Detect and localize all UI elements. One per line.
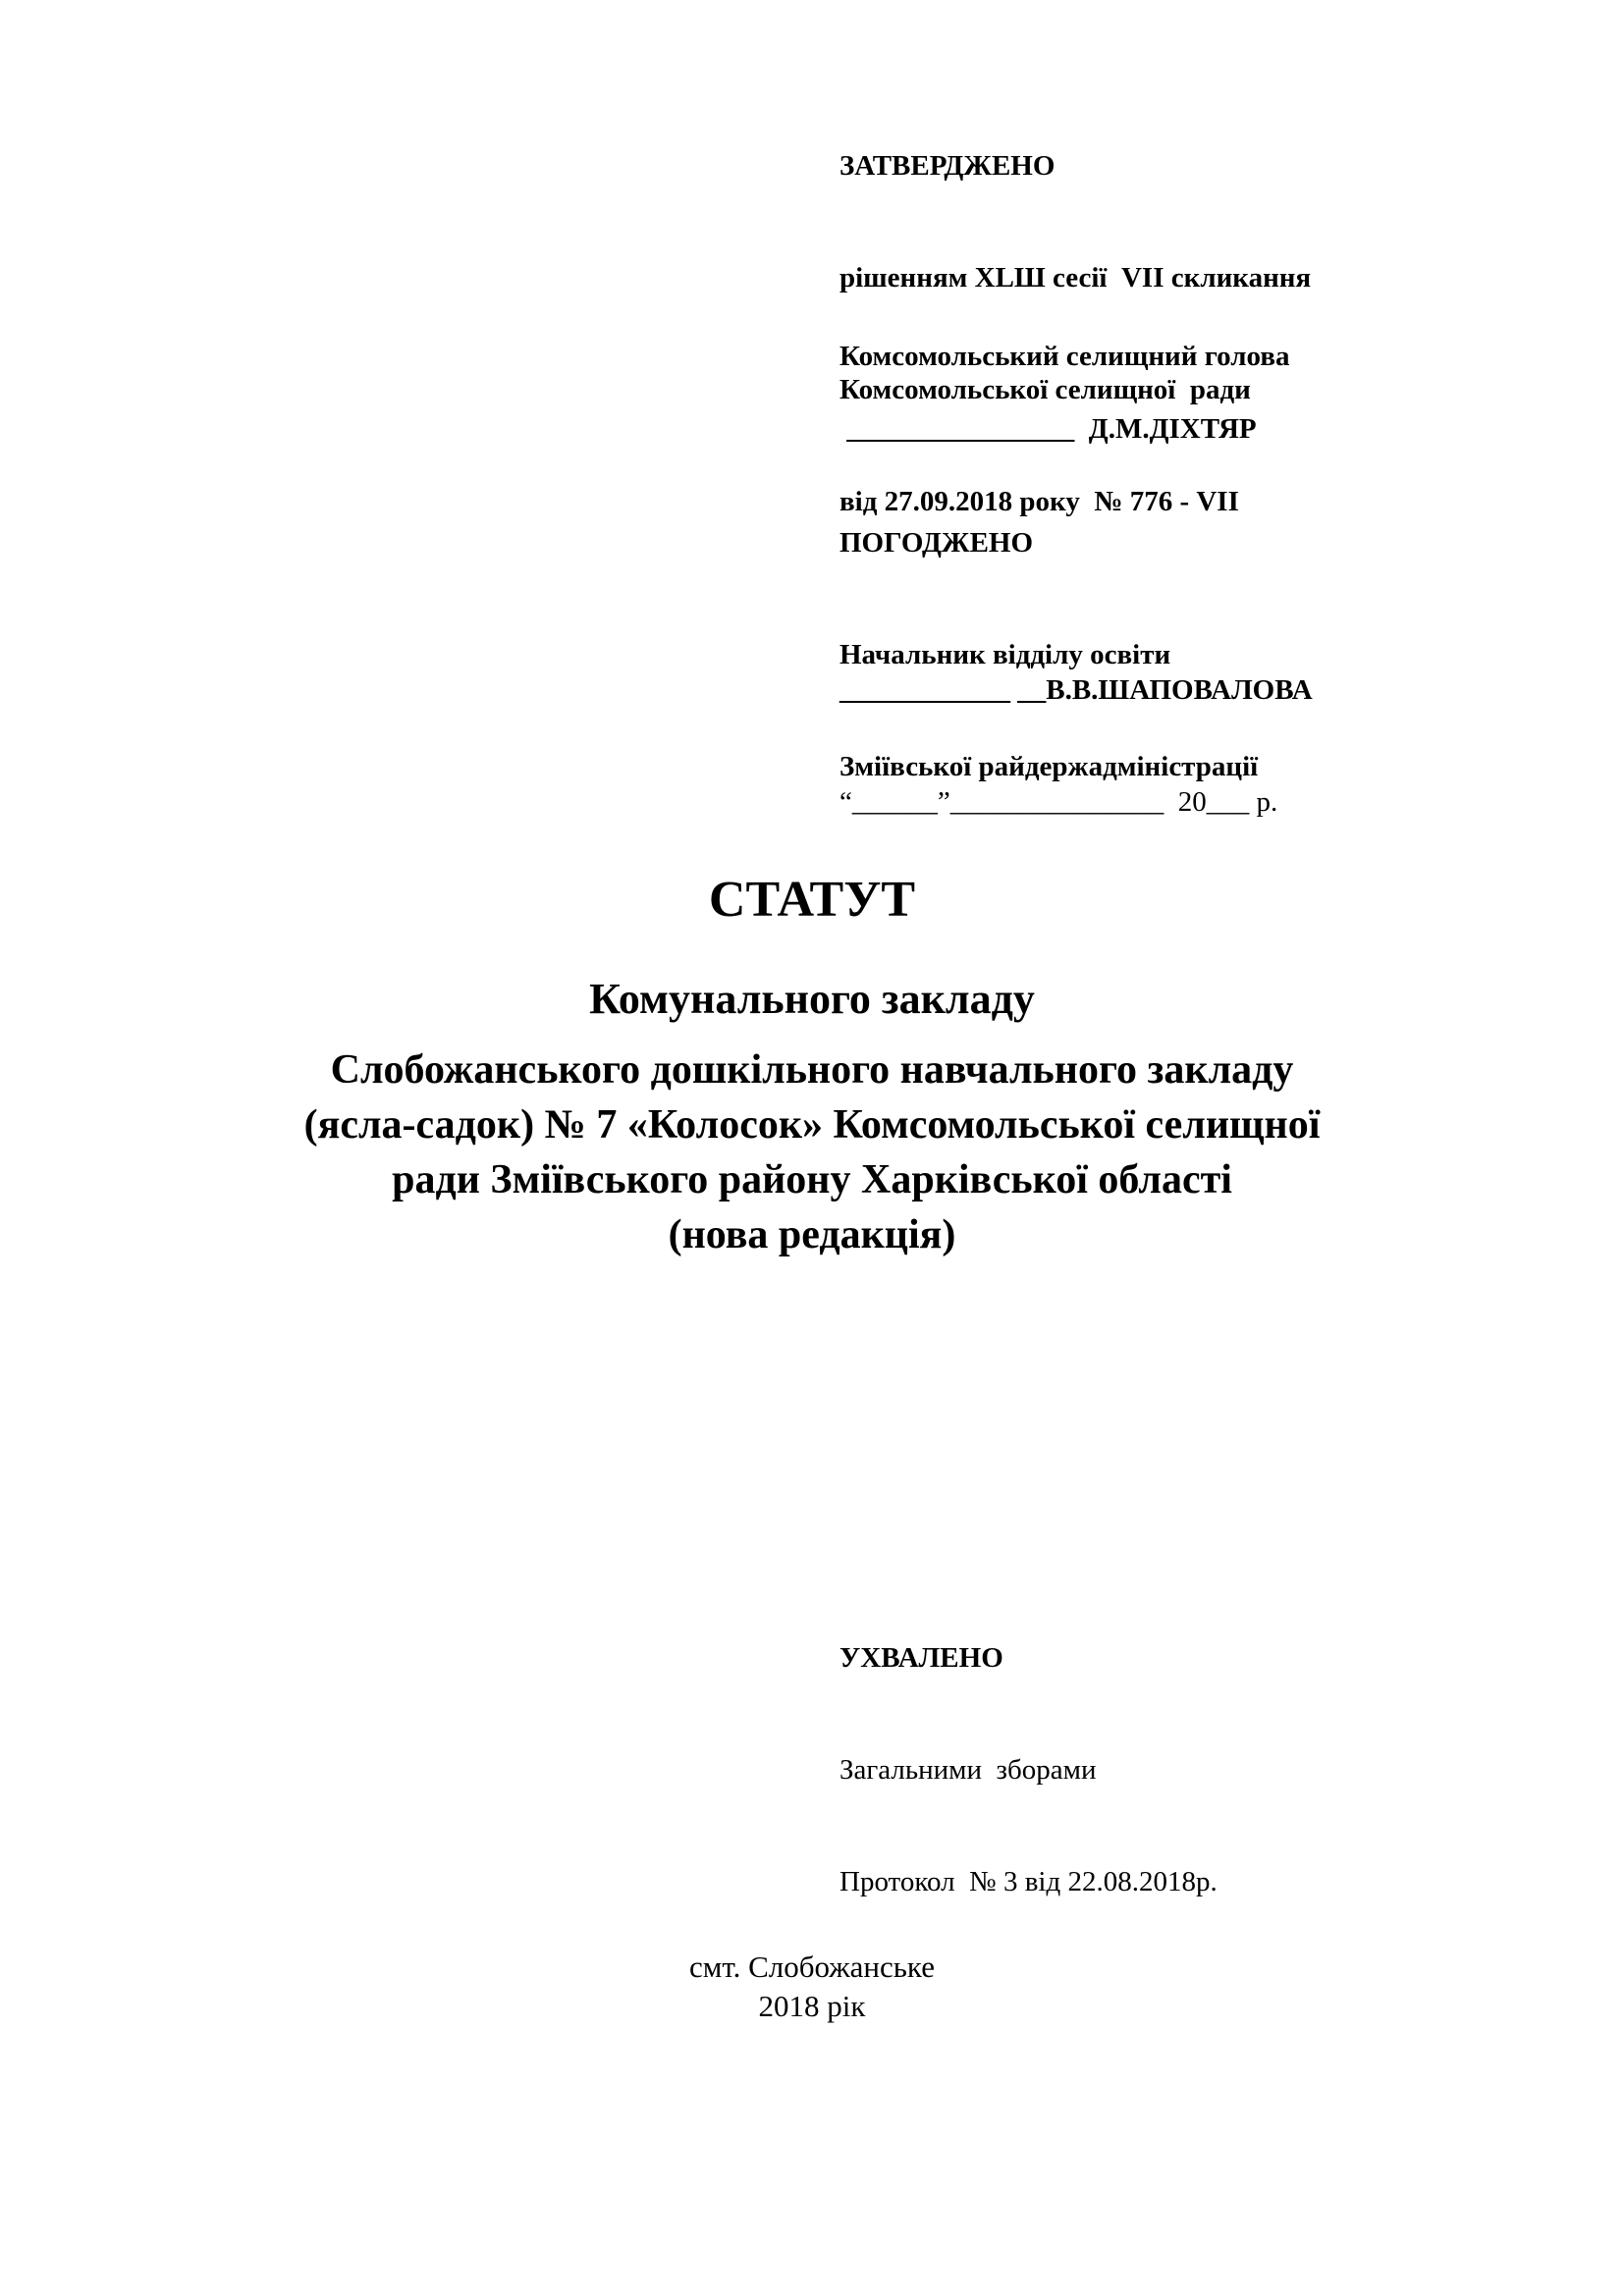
adoption-block	[839, 1565, 1218, 1938]
footer-place: смт. Слобожанське	[689, 1949, 935, 1984]
head-signature-line: ________________ Д.М.ДІХТЯР	[839, 413, 1257, 445]
footer-year: 2018 рік	[758, 1989, 866, 2023]
adoption-heading: УХВАЛЕНО	[839, 1642, 1003, 1674]
document-title: СТАТУТ	[708, 872, 916, 928]
approval-session-line: рішенням XLШ сесії VII скликання	[839, 262, 1312, 294]
institution-name	[0, 1042, 1624, 1262]
institution-name-line-2: (ясла-садок) № 7 «Колосок» Комсомольської селищної	[303, 1102, 1321, 1148]
approval-decision-line: від 27.09.2018 року № 776 - VII	[839, 486, 1239, 517]
edition-note: (нова редакція)	[668, 1212, 956, 1257]
document-footer	[0, 1948, 1624, 2026]
adoption-body-line: Загальними зборами	[839, 1754, 1097, 1786]
agreement-date-line: “______”_______________ 20___ р.	[839, 786, 1278, 818]
agreement-signature-line: ____________ __В.В.ШАПОВАЛОВА	[839, 674, 1313, 706]
head-title: Комсомольський селищний голова	[839, 341, 1290, 372]
adoption-protocol-line: Протокол № 3 від 22.08.2018р.	[839, 1866, 1218, 1897]
approval-council-line: Комсомольської селищної ради	[839, 374, 1251, 405]
approval-heading: ЗАТВЕРДЖЕНО	[839, 150, 1056, 182]
institution-name-line-3: ради Зміївського району Харківської області	[392, 1157, 1232, 1202]
institution-name-line-1: Слобожанського дошкільного навчального закладу	[330, 1047, 1294, 1093]
agreement-administration-line: Зміївської райдержадміністрації	[839, 751, 1259, 782]
agreement-heading: ПОГОДЖЕНО	[839, 527, 1034, 559]
document-subtitle: Комунального закладу	[589, 975, 1035, 1023]
agreement-signature-block	[839, 597, 1313, 858]
agreement-position-line: Начальник відділу освіти	[839, 639, 1171, 670]
